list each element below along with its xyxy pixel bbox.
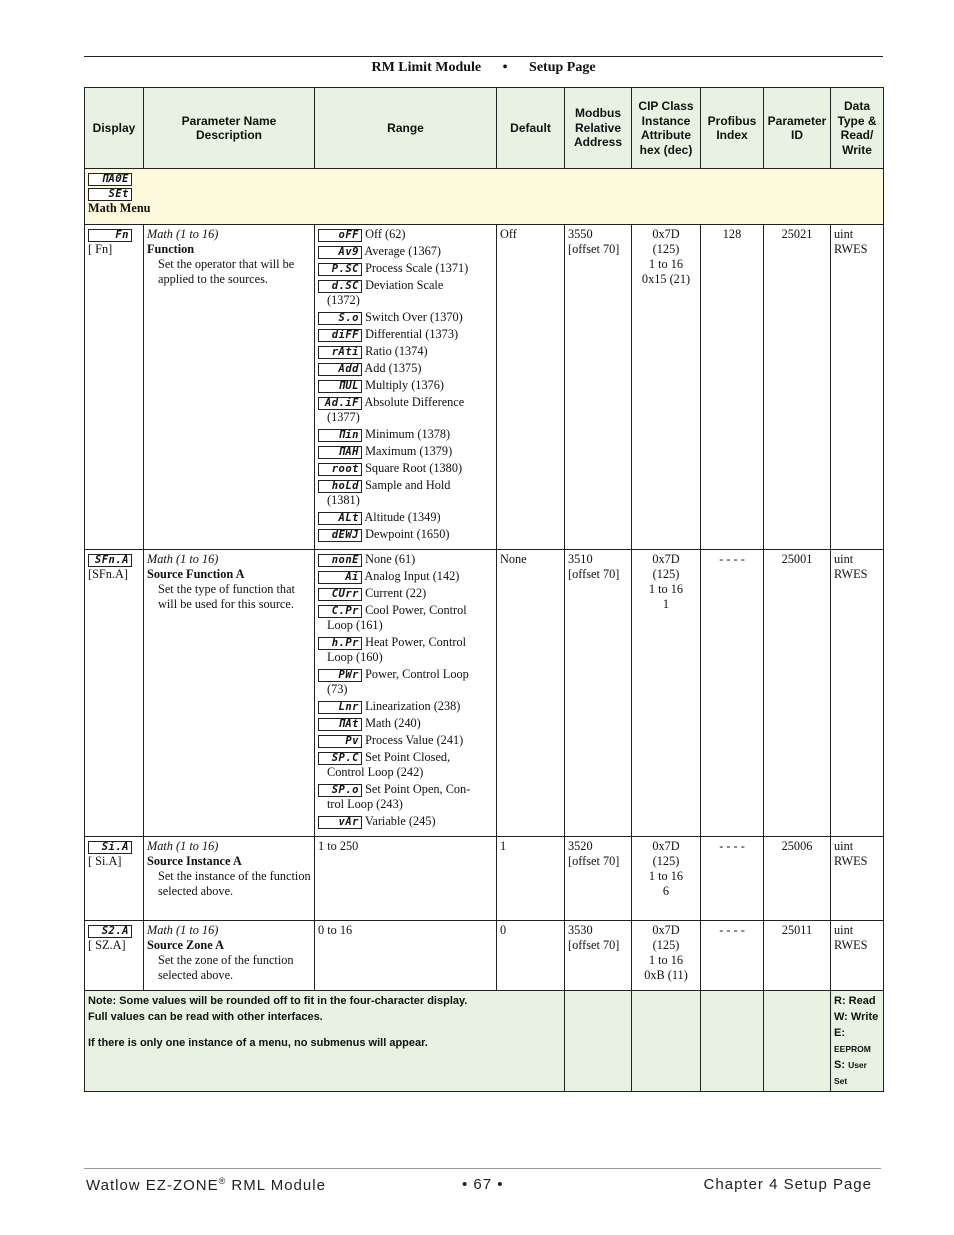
option-label-cont: (73): [327, 682, 348, 696]
page-header: [84, 60, 883, 76]
range-option: [318, 603, 493, 633]
cip-cell: [632, 921, 701, 991]
option-label: Maximum (1379): [365, 444, 453, 458]
lcd-display-option: S.o: [318, 312, 362, 325]
option-label: Set Point Closed,: [365, 750, 451, 764]
table-row: [85, 550, 884, 837]
option-label: Square Root (1380): [365, 461, 463, 475]
display-code: [ Fn]: [88, 242, 113, 256]
range-option: [318, 444, 493, 459]
range-option: [318, 699, 493, 714]
range-option: [318, 261, 493, 276]
profibus-cell: [701, 921, 764, 991]
option-label: Set Point Open, Con-: [365, 782, 471, 796]
modbus-line: [offset 70]: [568, 938, 620, 952]
cip-line: 1 to 16: [648, 869, 684, 883]
option-label: Math (240): [365, 716, 421, 730]
option-label: Current (22): [365, 586, 427, 600]
param-id-value: 25011: [781, 923, 813, 937]
option-label: Add (1375): [364, 361, 422, 375]
param-scope: Math (1 to 16): [147, 552, 219, 566]
dtype-line: RWES: [834, 854, 868, 868]
option-label-cont: trol Loop (243): [327, 797, 403, 811]
option-label: Variable (245): [364, 814, 436, 828]
footer-chapter: Chapter 4 Setup Page: [703, 1176, 872, 1193]
cip-line: 0x7D: [652, 923, 680, 937]
option-label: Deviation Scale: [365, 278, 444, 292]
option-label-cont: (1381): [327, 493, 360, 507]
option-label: Ratio (1374): [365, 344, 428, 358]
data-type-cell: [831, 550, 884, 837]
display-cell: [85, 550, 144, 837]
range-cell: [315, 837, 497, 921]
cip-line: 0x7D: [652, 839, 680, 853]
lcd-display-menu-bottom: SEt: [88, 188, 132, 201]
param-description: Set the instance of the function selected above.: [158, 869, 311, 898]
range-option: [318, 750, 493, 780]
range-option: [318, 378, 493, 393]
table-row: [85, 921, 884, 991]
range-option: [318, 510, 493, 525]
param-description: Set the type of function that will be used for this source.: [158, 582, 295, 611]
option-label: Process Scale (1371): [365, 261, 469, 275]
display-cell: [85, 225, 144, 550]
cip-line: 6: [662, 884, 670, 898]
col-range: Range: [315, 88, 497, 169]
col-data-type: Data Type & Read/ Write: [831, 88, 884, 169]
option-label: Analog Input (142): [364, 569, 460, 583]
lcd-display-option: Πin: [318, 429, 362, 442]
header-page: Setup Page: [529, 60, 596, 75]
note-cell: [85, 991, 565, 1092]
menu-title: Math Menu: [88, 201, 151, 215]
modbus-line: 3550: [568, 227, 593, 241]
col-display: Display: [85, 88, 144, 169]
param-id-cell: [764, 225, 831, 550]
lcd-display-option: hoLd: [318, 480, 362, 493]
display-code: [SFn.A]: [88, 567, 128, 581]
option-label: Switch Over (1370): [365, 310, 463, 324]
lcd-display-option: Av9: [318, 246, 362, 259]
range-option: [318, 461, 493, 476]
note-empty-cell: [764, 991, 831, 1092]
legend-s-val: User Set: [834, 1060, 867, 1086]
range-option: [318, 667, 493, 697]
name-cell: [144, 550, 315, 837]
param-name: Source Zone A: [147, 938, 224, 952]
col-modbus: Modbus Relative Address: [565, 88, 632, 169]
param-name: Source Function A: [147, 567, 245, 581]
lcd-display-option: h.Pr: [318, 637, 362, 650]
range-option: [318, 427, 493, 442]
note-line-3: If there is only one instance of a menu, no submenus will appear.: [88, 1037, 428, 1049]
header-module: RM Limit Module: [371, 60, 482, 75]
cip-line: 1 to 16: [648, 953, 684, 967]
param-scope: Math (1 to 16): [147, 923, 219, 937]
menu-row: [85, 169, 884, 225]
modbus-line: 3520: [568, 839, 593, 853]
profibus-cell: [701, 837, 764, 921]
col-profibus: Profibus Index: [701, 88, 764, 169]
name-cell: [144, 837, 315, 921]
legend-r-key: R:: [834, 995, 846, 1007]
modbus-line: [offset 70]: [568, 854, 620, 868]
default-cell: [497, 837, 565, 921]
cip-line: (125): [652, 567, 680, 581]
lcd-display: SFn.A: [88, 554, 132, 567]
param-id-value: 25001: [781, 552, 813, 566]
lcd-display-option: nonE: [318, 554, 362, 567]
modbus-cell: [565, 837, 632, 921]
option-label: Off (62): [365, 227, 406, 241]
option-label: None (61): [365, 552, 416, 566]
footer-rule: [84, 1168, 881, 1169]
range-value: 0 to 16: [318, 923, 353, 937]
lcd-display-option: ΠUL: [318, 380, 362, 393]
lcd-display-option: P.SC: [318, 263, 362, 276]
profibus-value: - - - -: [719, 923, 745, 937]
range-option: [318, 552, 493, 567]
option-label: Dewpoint (1650): [365, 527, 450, 541]
profibus-value: - - - -: [719, 839, 745, 853]
param-scope: Math (1 to 16): [147, 839, 219, 853]
cip-line: 0x15 (21): [641, 272, 691, 286]
option-label: Differential (1373): [365, 327, 459, 341]
page-number: • 67 •: [462, 1176, 504, 1193]
lcd-display-option: SP.C: [318, 752, 362, 765]
modbus-line: 3510: [568, 552, 593, 566]
option-label-cont: (1377): [327, 410, 360, 424]
param-id-cell: [764, 550, 831, 837]
default-value: 0: [500, 923, 507, 937]
dtype-line: uint: [834, 552, 854, 566]
cip-line: (125): [652, 938, 680, 952]
lcd-display-option: root: [318, 463, 362, 476]
profibus-value: 128: [722, 227, 742, 241]
footer-reg: ®: [218, 1176, 227, 1186]
range-option: [318, 310, 493, 325]
display-cell: [85, 837, 144, 921]
lcd-display-option: ΠAt: [318, 718, 362, 731]
col-cip: CIP Class Instance Attribute hex (dec): [632, 88, 701, 169]
default-value: 1: [500, 839, 507, 853]
dtype-line: RWES: [834, 242, 868, 256]
option-label-cont: Loop (160): [327, 650, 383, 664]
cip-line: 0x7D: [652, 227, 680, 241]
profibus-cell: [701, 550, 764, 837]
range-option: [318, 569, 493, 584]
note-empty-cell: [565, 991, 632, 1092]
lcd-display-option: d.SC: [318, 280, 362, 293]
param-description: Set the zone of the function selected above.: [158, 953, 294, 982]
lcd-display-option: oFF: [318, 229, 362, 242]
range-option: [318, 814, 493, 829]
lcd-display-option: Add: [318, 363, 362, 376]
table-row: [85, 837, 884, 921]
range-option: [318, 716, 493, 731]
range-option: [318, 361, 493, 376]
range-option: [318, 733, 493, 748]
range-option: [318, 244, 493, 259]
header-bullet: •: [502, 60, 508, 75]
lcd-display-option: CUrr: [318, 588, 362, 601]
lcd-display-option: C.Pr: [318, 605, 362, 618]
option-label: Process Value (241): [365, 733, 464, 747]
dtype-line: RWES: [834, 938, 868, 952]
note-row: [85, 991, 884, 1092]
cip-line: 1: [662, 597, 670, 611]
param-scope: Math (1 to 16): [147, 227, 219, 241]
lcd-display-menu-top: ΠΆΘΈ: [88, 173, 132, 186]
display-code: [ SZ.A]: [88, 938, 126, 952]
default-cell: [497, 225, 565, 550]
note-line-2: Full values can be read with other interfaces.: [88, 1011, 323, 1023]
option-label: Cool Power, Control: [365, 603, 467, 617]
note-empty-cell: [632, 991, 701, 1092]
option-label-cont: Control Loop (242): [327, 765, 424, 779]
modbus-line: [offset 70]: [568, 567, 620, 581]
col-parameter-id: Parameter ID: [764, 88, 831, 169]
option-label: Sample and Hold: [365, 478, 451, 492]
legend-w-val: Write: [850, 1011, 879, 1023]
cip-line: 1 to 16: [648, 257, 684, 271]
modbus-cell: [565, 550, 632, 837]
param-name: Function: [147, 242, 195, 256]
range-cell: [315, 225, 497, 550]
lcd-display-option: PWr: [318, 669, 362, 682]
lcd-display-option: vAr: [318, 816, 362, 829]
modbus-line: 3530: [568, 923, 593, 937]
lcd-display-option: rAti: [318, 346, 362, 359]
rw-legend: [831, 991, 884, 1092]
lcd-display-option: SP.o: [318, 784, 362, 797]
name-cell: [144, 225, 315, 550]
dtype-line: uint: [834, 227, 854, 241]
legend-e-val: EEPROM: [834, 1044, 871, 1054]
lcd-display-option: Pv: [318, 735, 362, 748]
lcd-display-option: Lnr: [318, 701, 362, 714]
cip-line: 1 to 16: [648, 582, 684, 596]
range-option: [318, 278, 493, 308]
profibus-value: - - - -: [719, 552, 745, 566]
lcd-display: S2.A: [88, 925, 132, 938]
legend-w-key: W:: [834, 1011, 848, 1023]
lcd-display-option: ΠAH: [318, 446, 362, 459]
legend-e-key: E:: [834, 1027, 845, 1039]
modbus-cell: [565, 921, 632, 991]
option-label: Absolute Difference: [364, 395, 465, 409]
modbus-line: [offset 70]: [568, 242, 620, 256]
legend-s-key: S:: [834, 1059, 845, 1071]
default-cell: [497, 550, 565, 837]
default-value: None: [500, 552, 527, 566]
cip-line: (125): [652, 242, 680, 256]
footer-left: [86, 1176, 326, 1194]
range-option: [318, 782, 493, 812]
cip-line: 0x7D: [652, 552, 680, 566]
data-type-cell: [831, 921, 884, 991]
display-code: [ Si.A]: [88, 854, 122, 868]
dtype-line: RWES: [834, 567, 868, 581]
note-line-1: Note: Some values will be rounded off to fit in the four-character display.: [88, 995, 468, 1007]
range-option: [318, 527, 493, 542]
param-id-cell: [764, 837, 831, 921]
col-parameter-name: Parameter Name Description: [144, 88, 315, 169]
note-empty-cell: [701, 991, 764, 1092]
range-option: [318, 327, 493, 342]
option-label: Power, Control Loop: [365, 667, 469, 681]
col-default: Default: [497, 88, 565, 169]
param-id-value: 25021: [781, 227, 813, 241]
cip-line: 0xB (11): [644, 968, 688, 982]
range-option: [318, 635, 493, 665]
footer-title-2: RML Module: [226, 1177, 326, 1194]
cip-cell: [632, 225, 701, 550]
default-cell: [497, 921, 565, 991]
footer-title: Watlow EZ-ZONE: [86, 1177, 219, 1194]
dtype-line: uint: [834, 923, 854, 937]
range-value: 1 to 250: [318, 839, 359, 853]
legend-r-val: Read: [848, 995, 876, 1007]
range-cell: [315, 921, 497, 991]
modbus-cell: [565, 225, 632, 550]
lcd-display-option: Ai: [318, 571, 362, 584]
option-label: Minimum (1378): [365, 427, 451, 441]
range-option: [318, 395, 493, 425]
data-type-cell: [831, 837, 884, 921]
top-rule: [84, 56, 883, 57]
display-cell: [85, 921, 144, 991]
option-label-cont: Loop (161): [327, 618, 383, 632]
range-option: [318, 586, 493, 601]
dtype-line: uint: [834, 839, 854, 853]
cip-line: (125): [652, 854, 680, 868]
menu-cell: [85, 169, 884, 225]
range-option: [318, 478, 493, 508]
parameter-table: [84, 87, 884, 1092]
option-label: Altitude (1349): [364, 510, 441, 524]
option-label: Multiply (1376): [365, 378, 444, 392]
option-label: Heat Power, Control: [365, 635, 467, 649]
table-row: [85, 225, 884, 550]
param-description: Set the operator that will be applied to the sources.: [158, 257, 295, 286]
range-option: [318, 227, 493, 242]
default-value: Off: [500, 227, 517, 241]
option-label-cont: (1372): [327, 293, 360, 307]
lcd-display-option: dEWJ: [318, 529, 362, 542]
lcd-display-option: diFF: [318, 329, 362, 342]
range-option: [318, 344, 493, 359]
lcd-display: Fn: [88, 229, 132, 242]
data-type-cell: [831, 225, 884, 550]
name-cell: [144, 921, 315, 991]
param-id-value: 25006: [781, 839, 813, 853]
option-label: Linearization (238): [365, 699, 461, 713]
profibus-cell: [701, 225, 764, 550]
option-label: Average (1367): [364, 244, 441, 258]
lcd-display-option: Ad.iF: [318, 397, 362, 410]
cip-cell: [632, 550, 701, 837]
range-cell: [315, 550, 497, 837]
header-row: [85, 88, 884, 169]
lcd-display-option: ALt: [318, 512, 362, 525]
lcd-display: Si.A: [88, 841, 132, 854]
param-name: Source Instance A: [147, 854, 242, 868]
cip-cell: [632, 837, 701, 921]
param-id-cell: [764, 921, 831, 991]
